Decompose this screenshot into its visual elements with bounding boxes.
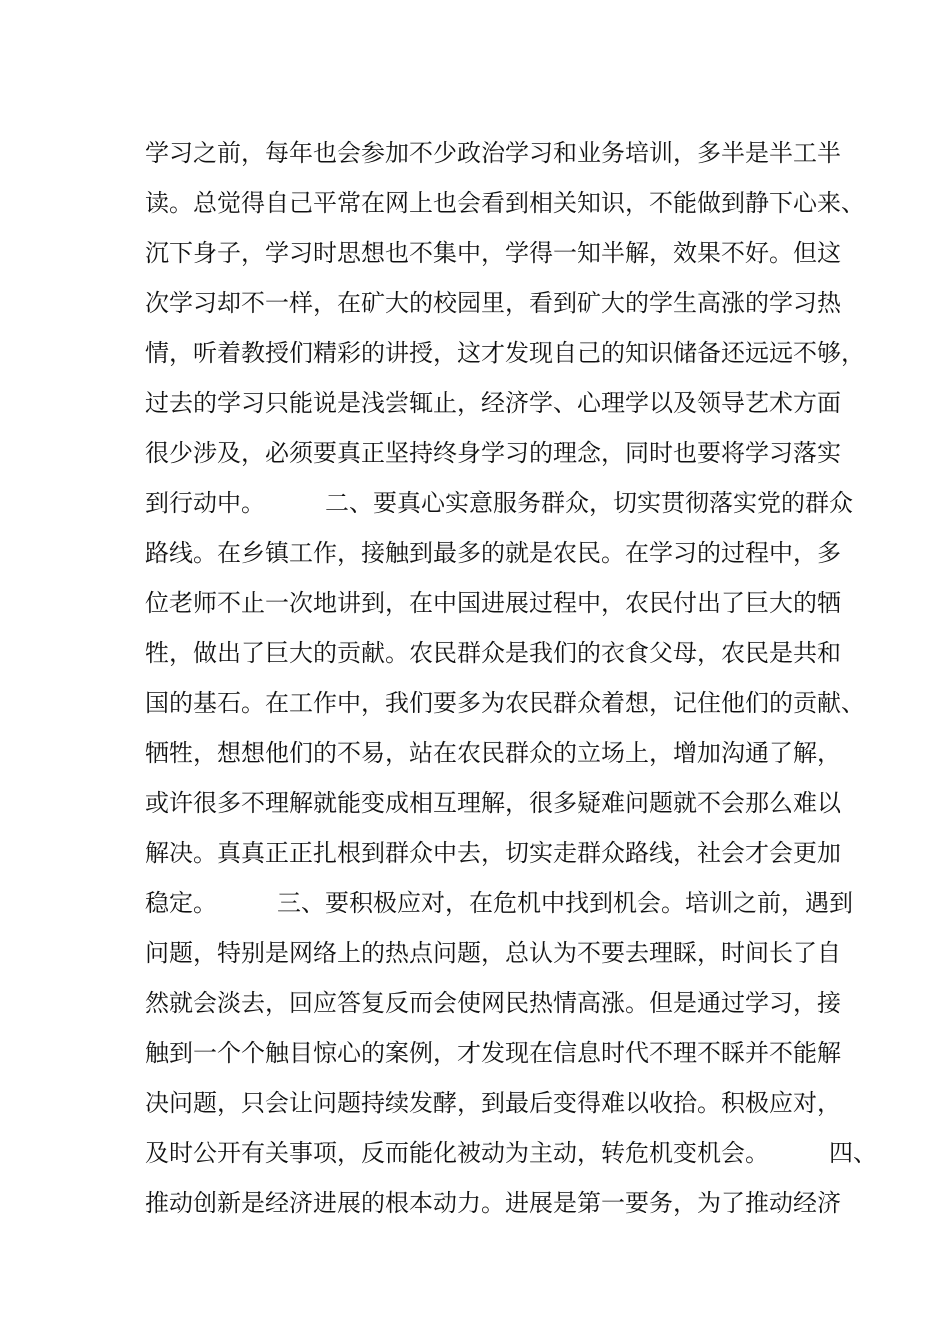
text-line: 推动创新是经济进展的根本动力。进展是第一要务，为了推动经济 (145, 1189, 841, 1217)
text-line: 稳定。 三、要积极应对，在危机中找到机会。培训之前，遇到 (145, 889, 853, 917)
body-text (145, 128, 877, 1228)
text-line: 读。总觉得自己平常在网上也会看到相关知识，不能做到静下心来、 (145, 189, 865, 217)
text-line: 解决。真真正正扎根到群众中去，切实走群众路线，社会才会更加 (145, 839, 841, 867)
text-line: 然就会淡去，回应答复反而会使网民热情高涨。但是通过学习，接 (145, 989, 841, 1017)
text-line: 国的基石。在工作中，我们要多为农民群众着想，记住他们的贡献、 (145, 689, 865, 717)
text-line: 或许很多不理解就能变成相互理解，很多疑难问题就不会那么难以 (145, 789, 841, 817)
text-line: 很少涉及，必须要真正坚持终身学习的理念，同时也要将学习落实 (145, 439, 841, 467)
text-line: 情，听着教授们精彩的讲授，这才发现自己的知识储备还远远不够， (145, 339, 865, 367)
text-line: 路线。在乡镇工作，接触到最多的就是农民。在学习的过程中，多 (145, 539, 841, 567)
text-line: 决问题，只会让问题持续发酵，到最后变得难以收拾。积极应对， (145, 1089, 841, 1117)
text-line: 沉下身子，学习时思想也不集中，学得一知半解，效果不好。但这 (145, 239, 841, 267)
text-line: 问题，特别是网络上的热点问题，总认为不要去理睬，时间长了自 (145, 939, 841, 967)
text-line: 触到一个个触目惊心的案例，才发现在信息时代不理不睬并不能解 (145, 1039, 841, 1067)
text-line: 牲，做出了巨大的贡献。农民群众是我们的衣食父母，农民是共和 (145, 639, 841, 667)
text-line: 学习之前，每年也会参加不少政治学习和业务培训，多半是半工半 (145, 139, 841, 167)
text-line: 及时公开有关事项，反而能化被动为主动，转危机变机会。 四、 (145, 1139, 877, 1167)
text-line: 次学习却不一样，在矿大的校园里，看到矿大的学生高涨的学习热 (145, 289, 841, 317)
text-line: 位老师不止一次地讲到，在中国进展过程中，农民付出了巨大的牺 (145, 589, 841, 617)
text-line: 到行动中。 二、要真心实意服务群众，切实贯彻落实党的群众 (145, 489, 853, 517)
text-line: 牺牲，想想他们的不易，站在农民群众的立场上，增加沟通了解， (145, 739, 841, 767)
text-line: 过去的学习只能说是浅尝辄止，经济学、心理学以及领导艺术方面 (145, 389, 841, 417)
